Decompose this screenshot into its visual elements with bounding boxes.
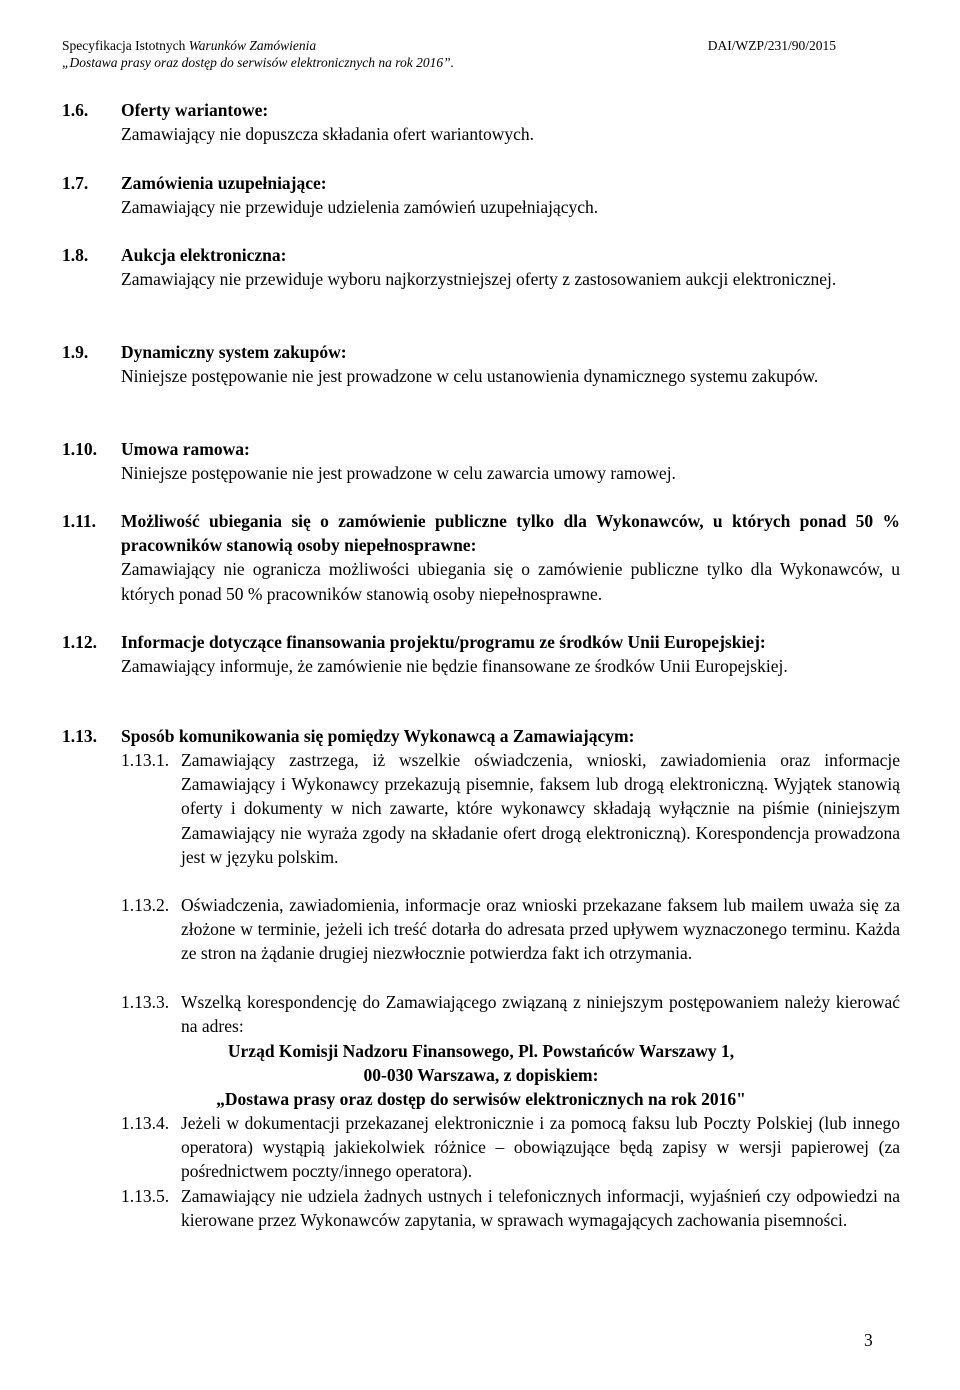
section-1-10 bbox=[62, 437, 900, 485]
subsection-1-13-2 bbox=[121, 893, 900, 966]
section-heading: Możliwość ubiegania się o zamówienie publiczne tylko dla Wykonawców, u których ponad 50 % pracowników stanowią osoby niepełnosprawne: bbox=[121, 511, 900, 556]
section-number: 1.8. bbox=[62, 245, 89, 265]
address-line-1: Urząd Komisji Nadzoru Finansowego, Pl. Powstańców Warszawy 1, bbox=[227, 1041, 735, 1061]
section-heading: Sposób komunikowania się pomiędzy Wykonawcą a Zamawiającym: bbox=[121, 726, 635, 746]
section-text: Niniejsze postępowanie nie jest prowadzone w celu ustanowienia dynamicznego systemu zakupów. bbox=[121, 366, 819, 387]
subsection-1-13-3 bbox=[121, 990, 900, 1038]
section-number: 1.12. bbox=[62, 632, 97, 652]
section-number: 1.7. bbox=[62, 173, 89, 193]
section-heading: Umowa ramowa: bbox=[121, 439, 250, 459]
subsection-1-13-4 bbox=[121, 1111, 900, 1184]
subsection-text: Wszelką korespondencję do Zamawiającego związaną z niniejszym postępowaniem należy kierować na adres: bbox=[181, 992, 900, 1037]
subsection-1-13-5 bbox=[121, 1184, 900, 1232]
header-reference-number: DAI/WZP/231/90/2015 bbox=[707, 38, 836, 53]
section-heading: Dynamiczny system zakupów: bbox=[121, 342, 347, 362]
section-text: Zamawiający nie dopuszcza składania ofert wariantowych. bbox=[121, 124, 535, 145]
section-text: Zamawiający nie przewiduje udzielenia zamówień uzupełniających. bbox=[121, 197, 599, 218]
subsection-number: 1.13.4. bbox=[121, 1113, 170, 1133]
section-number: 1.10. bbox=[62, 439, 97, 459]
subsection-number: 1.13.1. bbox=[121, 750, 170, 770]
section-heading: Zamówienia uzupełniające: bbox=[121, 173, 327, 193]
section-heading: Oferty wariantowe: bbox=[121, 100, 269, 120]
subsection-number: 1.13.3. bbox=[121, 992, 170, 1012]
subsection-1-13-1 bbox=[121, 748, 900, 869]
address-line-2: 00-030 Warszawa, z dopiskiem: bbox=[363, 1065, 599, 1086]
subsection-number: 1.13.5. bbox=[121, 1186, 170, 1206]
section-1-13 bbox=[62, 724, 900, 748]
section-1-6 bbox=[62, 98, 900, 146]
subsection-number: 1.13.2. bbox=[121, 895, 170, 915]
section-number: 1.11. bbox=[62, 511, 97, 531]
section-heading: Informacje dotyczące finansowania projektu/programu ze środków Unii Europejskiej: bbox=[121, 632, 766, 652]
section-1-7 bbox=[62, 171, 900, 219]
section-text: Niniejsze postępowanie nie jest prowadzone w celu zawarcia umowy ramowej. bbox=[121, 463, 676, 484]
postal-address-block bbox=[62, 1039, 900, 1112]
section-number: 1.13. bbox=[62, 726, 97, 746]
section-1-12 bbox=[62, 630, 900, 678]
section-number: 1.9. bbox=[62, 342, 89, 362]
section-1-11 bbox=[62, 509, 900, 606]
address-line-3: „Dostawa prasy oraz dostęp do serwisów elektronicznych na rok 2016" bbox=[216, 1089, 746, 1110]
section-text: Zamawiający nie przewiduje wyboru najkorzystniejszej oferty z zastosowaniem aukcji elektronicznej. bbox=[121, 269, 837, 290]
section-1-9 bbox=[62, 340, 900, 388]
page-number: 3 bbox=[864, 1330, 873, 1350]
subsection-text: Zamawiający zastrzega, iż wszelkie oświadczenia, wnioski, zawiadomienia oraz informacje Zamawiający i Wykonawcy przekazują pisemnie, faksem lub drogą elektroniczną. Wyjątek stanowią oferty i dokumenty w nich zawarte, które wykonawcy składają wyłącznie na piśmie (niniejszym Zamawiający nie wyraża zgody na składanie ofert drogą elektroniczną). Korespondencja prowadzona jest w języku polskim. bbox=[181, 750, 900, 867]
subsection-text: Jeżeli w dokumentacji przekazanej elektronicznie i za pomocą faksu lub Poczty Polskiej (lub innego operatora) wystąpią jakiekolwiek różnice – obowiązujące będą zapisy w wersji papierowej (za pośrednictwem poczty/innego operatora). bbox=[181, 1113, 900, 1182]
section-text: Zamawiający informuje, że zamówienie nie będzie finansowane ze środków Unii Europejskiej. bbox=[121, 656, 788, 677]
section-1-8 bbox=[62, 243, 900, 291]
section-text: Zamawiający nie ogranicza możliwości ubiegania się o zamówienie publiczne tylko dla Wykonawców, u których ponad 50 % pracowników stanowią osoby niepełnosprawne. bbox=[121, 559, 900, 604]
section-heading: Aukcja elektroniczna: bbox=[121, 245, 287, 265]
section-number: 1.6. bbox=[62, 100, 89, 120]
subsection-text: Oświadczenia, zawiadomienia, informacje oraz wnioski przekazane faksem lub mailem uważa się za złożone w terminie, jeżeli ich treść dotarła do adresata przed upływem wyznaczonego terminu. Każda ze stron na żądanie drugiej niezwłocznie potwierdza fakt ich otrzymania. bbox=[181, 895, 900, 964]
header-subject-line: „Dostawa prasy oraz dostęp do serwisów elektronicznych na rok 2016”. bbox=[62, 55, 454, 70]
header-document-title: Specyfikacja Istotnych Warunków Zamówienia bbox=[62, 38, 317, 53]
subsection-text: Zamawiający nie udziela żadnych ustnych i telefonicznych informacji, wyjaśnień czy odpowiedzi na kierowane przez Wykonawców zapytania, w sprawach wymagających zachowania pisemności. bbox=[181, 1186, 900, 1231]
